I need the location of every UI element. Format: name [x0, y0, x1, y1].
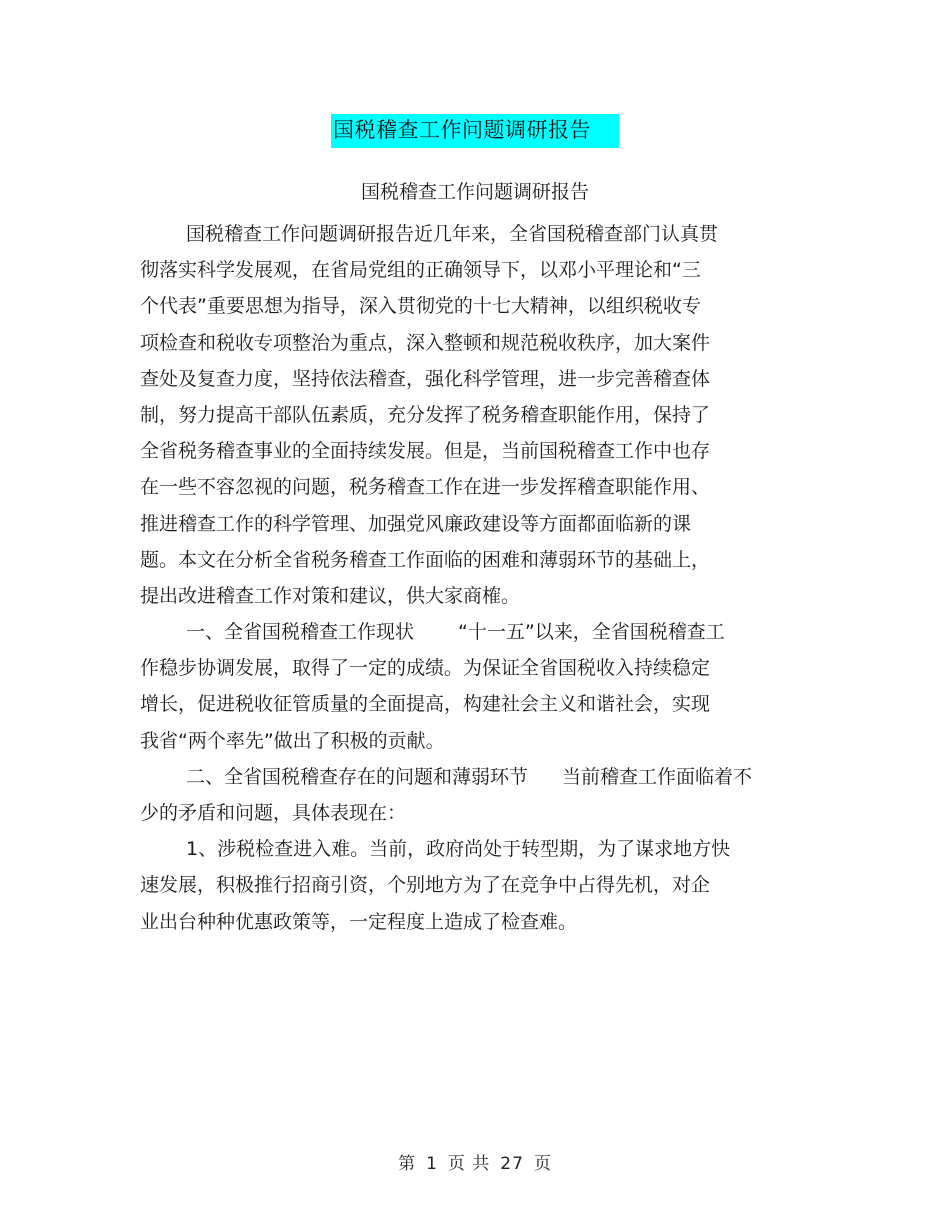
section-line — [140, 614, 800, 650]
paragraph-line: 题。本文在分析全省税务稽查工作面临的困难和薄弱环节的基础上， — [140, 548, 711, 571]
paragraph-line: 1、涉税检查进入难。当前，政府尚处于转型期，为了谋求地方快 — [186, 838, 731, 861]
paragraph-line: 增长，促进税收征管质量的全面提高，构建社会主义和谐社会，实现 — [140, 693, 711, 716]
paragraph-line: 少的矛盾和问题，具体表现在： — [140, 802, 407, 824]
paragraph-line: 个代表”重要思想为指导，深入贯彻党的十七大精神，以组织税收专 — [140, 295, 701, 318]
paragraph-line: 当前稽查工作面临着不 — [562, 765, 753, 788]
paragraph-line: 速发展，积极推行招商引资，个别地方为了在竞争中占得先机，对企 — [140, 874, 711, 897]
paragraph-line: 彻落实科学发展观，在省局党组的正确领导下，以邓小平理论和“三 — [140, 259, 701, 282]
total-pages-number: 27 — [500, 1154, 524, 1174]
paragraph-line: 提出改进稽查工作对策和建议，供大家商榷。 — [140, 584, 521, 607]
section-heading-1: 一、全省国税稽查工作现状 — [186, 621, 415, 644]
page-footer — [0, 1152, 950, 1176]
section-heading-2: 二、全省国税稽查存在的问题和薄弱环节 — [186, 765, 529, 788]
paragraph-line: 国税稽查工作问题调研报告近几年来，全省国税稽查部门认真贯 — [186, 223, 719, 245]
paragraph-line: 作稳步协调发展，取得了一定的成绩。为保证全省国税收入持续稳定 — [140, 657, 711, 680]
paragraph-line: 在一些不容忽视的问题，税务稽查工作在进一步发挥稽查职能作用、 — [140, 476, 711, 499]
document-body — [140, 216, 800, 940]
footer-prefix: 第 — [398, 1154, 417, 1174]
paragraph-line: 全省税务稽查事业的全面持续发展。但是，当前国税稽查工作中也存 — [140, 440, 711, 463]
document-title: 国税稽查工作问题调研报告 — [331, 114, 619, 148]
paragraph-line: 查处及复查力度，坚持依法稽查，强化科学管理，进一步完善稽查体 — [140, 367, 711, 390]
paragraph-line: “十一五”以来，全省国税稽查工 — [458, 621, 725, 644]
title-container — [0, 114, 950, 148]
document-subtitle: 国税稽查工作问题调研报告 — [360, 181, 589, 203]
paragraph-line: 项检查和税收专项整治为重点，深入整顿和规范税收秩序，加大案件 — [140, 331, 711, 354]
footer-middle: 页 共 — [447, 1154, 491, 1174]
section-line — [140, 759, 800, 795]
footer-suffix: 页 — [533, 1154, 552, 1174]
paragraph-line: 推进稽查工作的科学管理、加强党风廉政建设等方面都面临新的课 — [140, 512, 692, 535]
paragraph-line: 制，努力提高干部队伍素质，充分发挥了税务稽查职能作用，保持了 — [140, 403, 711, 426]
current-page-number: 1 — [426, 1154, 438, 1174]
paragraph-line: 业出台种种优惠政策等，一定程度上造成了检查难。 — [140, 910, 578, 933]
paragraph-line: 我省“两个率先”做出了积极的贡献。 — [140, 729, 445, 752]
